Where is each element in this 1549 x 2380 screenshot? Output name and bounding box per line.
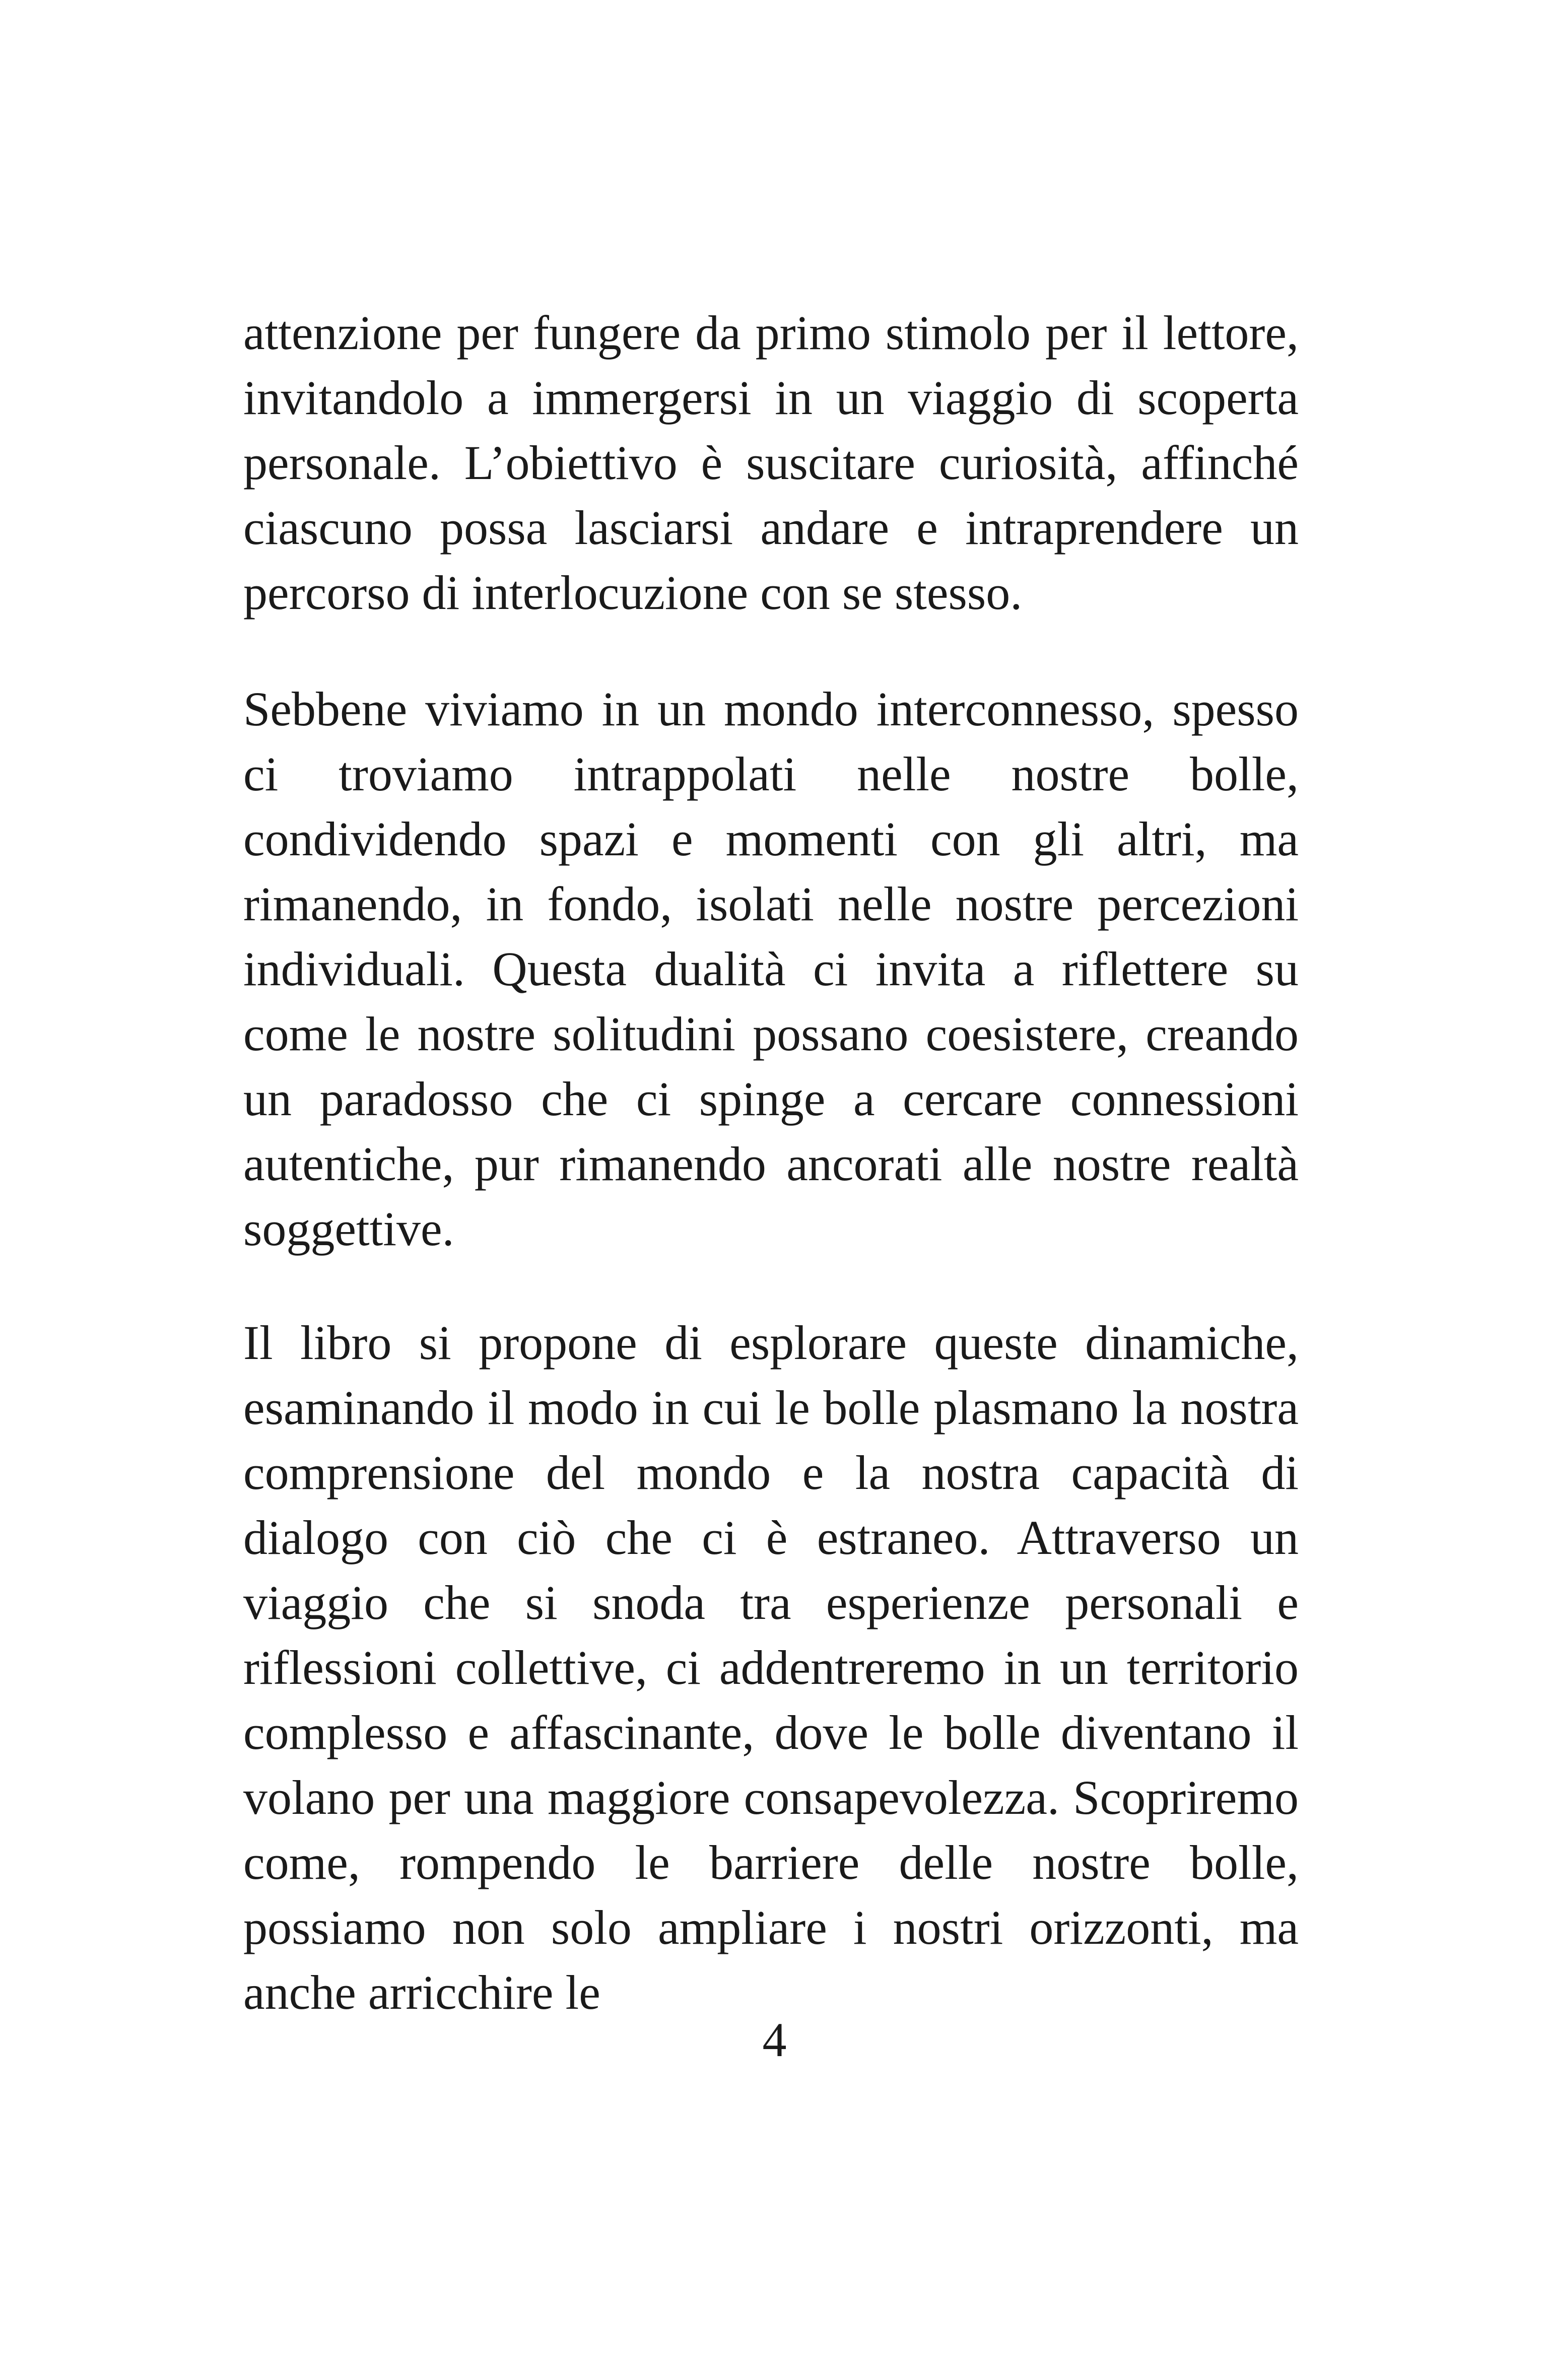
paragraph-2 bbox=[243, 676, 1299, 1261]
paragraph-3 bbox=[243, 1310, 1299, 2025]
paragraph-1 bbox=[243, 300, 1299, 625]
paragraph-text: attenzione per fungere da primo stimolo per il lettore, invitandolo a immergersi in un viaggio di scoperta personale. L’obiettivo è suscitare curiosità, affinché ciascuno possa lasciarsi andare e intraprendere un percorso di interlocuzione con se stesso. bbox=[243, 306, 1299, 620]
page-number: 4 bbox=[762, 2013, 787, 2067]
paragraph-text: Il libro si propone di esplorare queste dinamiche, esaminando il modo in cui le bolle plasmano la nostra comprensione del mondo e la nostra capacità di dialogo con ciò che ci è estraneo. Attraverso un viaggio che si snoda tra esperienze personali e riflessioni collettive, ci addentreremo in un territorio complesso e affascinante, dove le bolle diventano il volano per una maggiore consapevolezza. Scopriremo come, rompendo le barriere delle nostre bolle, possiamo non solo ampliare i nostri orizzonti, ma anche arricchire le bbox=[243, 1316, 1299, 2019]
paragraph-text: Sebbene viviamo in un mondo interconnesso, spesso ci troviamo intrappolati nelle nostre bolle, condividendo spazi e momenti con gli altri, ma rimanendo, in fondo, isolati nelle nostre percezioni individuali. Questa dualità ci invita a riflettere su come le nostre solitudini possano coesistere, creando un paradosso che ci spinge a cercare connessioni autentiche, pur rimanendo ancorati alle nostre realtà soggettive. bbox=[243, 682, 1299, 1256]
